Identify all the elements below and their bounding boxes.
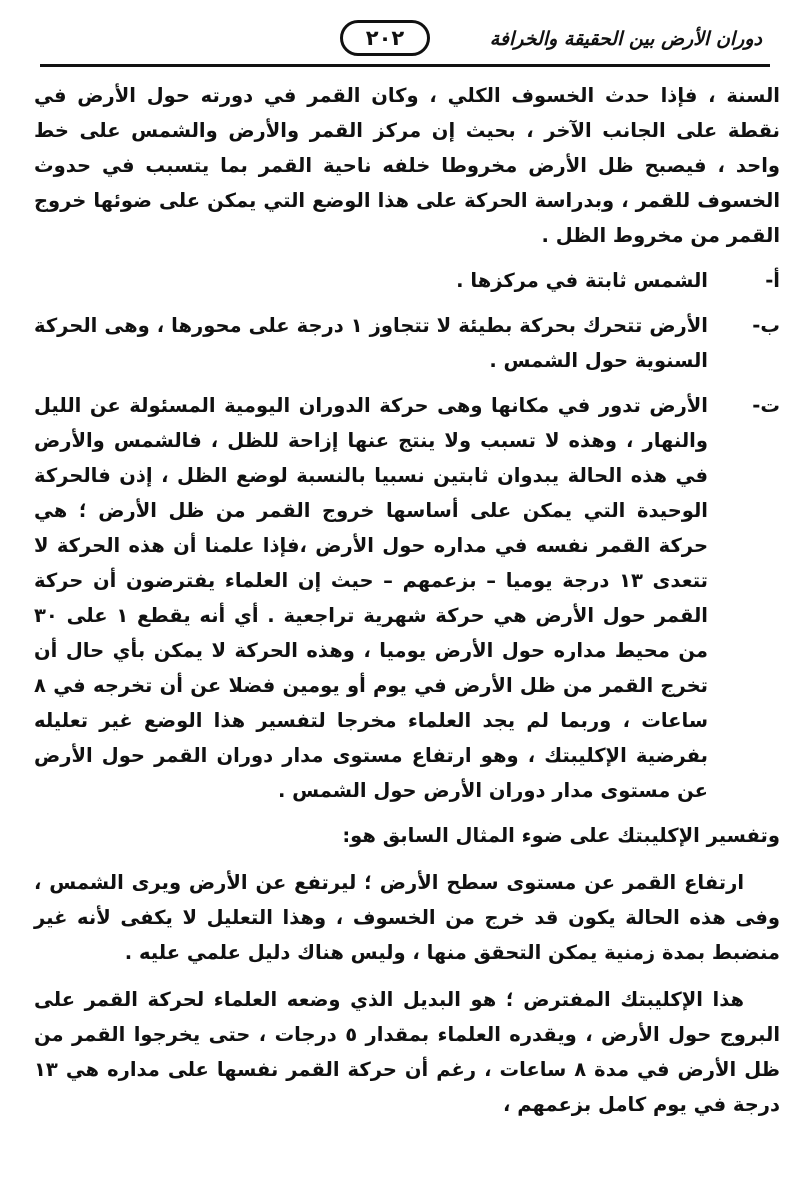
explanation-paragraph: ارتفاع القمر عن مستوى سطح الأرض ؛ ليرتفع عن الأرض ويرى الشمس ، وفى هذه الحالة يكون قد خرج من الخسوف ، وهذا التعليل لا يكفى لأنه غير منضبط بمدة زمنية يمكن التحقق منها ، وليس هناك دليل علمي عليه . [34,871,780,964]
page-number: ٢٠٢ [340,20,430,56]
lead-in-line: وتفسير الإكليبتك على ضوء المثال السابق هو: [342,824,780,847]
list-item [34,308,780,378]
list-item [34,263,780,298]
list-item-text: الشمس ثابتة في مركزها . [456,269,708,292]
list-marker: أ- [765,269,780,292]
list-item [34,388,780,808]
ecliptic-paragraph: هذا الإكليبتك المفترض ؛ هو البديل الذي وضعه العلماء لحركة القمر على البروج حول الأرض ، ويقدره العلماء بمقدار ٥ درجات ، حتى يخرجوا القمر من ظل الأرض في مدة ٨ ساعات ، رغم أن حركة القمر نفسها على مداره هي ١٣ درجة في يوم كامل بزعمهم ، [34,988,780,1116]
body-text [34,78,780,1122]
list-marker: ت- [752,394,780,417]
list-item-text: الأرض تدور في مكانها وهى حركة الدوران اليومية المسئولة عن الليل والنهار ، وهذه لا تسبب ولا ينتج عنها إزاحة للظل ، فالشمس والأرض في هذه الحالة يبدوان ثابتين نسبيا بالنسبة لوضع الظل ، إذن فالحركة الوحيدة التي يمكن على أساسها خروج القمر من ظل الأرض ؛ هي حركة القمر نفسه في مداره حول الأرض ،فإذا علمنا أن هذه الحركة لا تتعدى ١٣ درجة يوميا – بزعمهم – حيث إن العلماء يفترضون أن حركة القمر حول الأرض هي حركة شهرية تراجعية . أي أنه يقطع ١ على ٣٠ من محيط مداره حول الأرض يوميا ، وهذه الحركة لا يمكن بأي حال أن تخرج القمر من ظل الأرض في يوم أو يومين فضلا عن أن تخرجه في ٨ ساعات ، وربما لم يجد العلماء مخرجا لتفسير هذا الوضع غير تعليله بفرضية الإكليبتك ، وهو ارتفاع مستوى مدار دوران القمر حول الأرض عن مستوى مدار دوران الأرض حول الشمس . [34,394,708,802]
running-header [40,18,770,62]
intro-paragraph: السنة ، فإذا حدث الخسوف الكلي ، وكان القمر في دورته حول الأرض في نقطة على الجانب الآخر ، بحيث إن مركز القمر والأرض والشمس على خط واحد ، فيصبح ظل الأرض مخروطا خلفه ناحية القمر بما يتسبب في حدوث الخسوف للقمر ، وبدراسة الحركة على هذا الوضع التي يمكن على ضوئها خروج القمر من مخروط الظل . [34,84,780,247]
header-rule [40,64,770,67]
list-item-text: الأرض تتحرك بحركة بطيئة لا تتجاوز ١ درجة على محورها ، وهى الحركة السنوية حول الشمس . [34,314,708,372]
list-marker: ب- [752,314,780,337]
running-title: دوران الأرض بين الحقيقة والخرافة [489,28,762,50]
